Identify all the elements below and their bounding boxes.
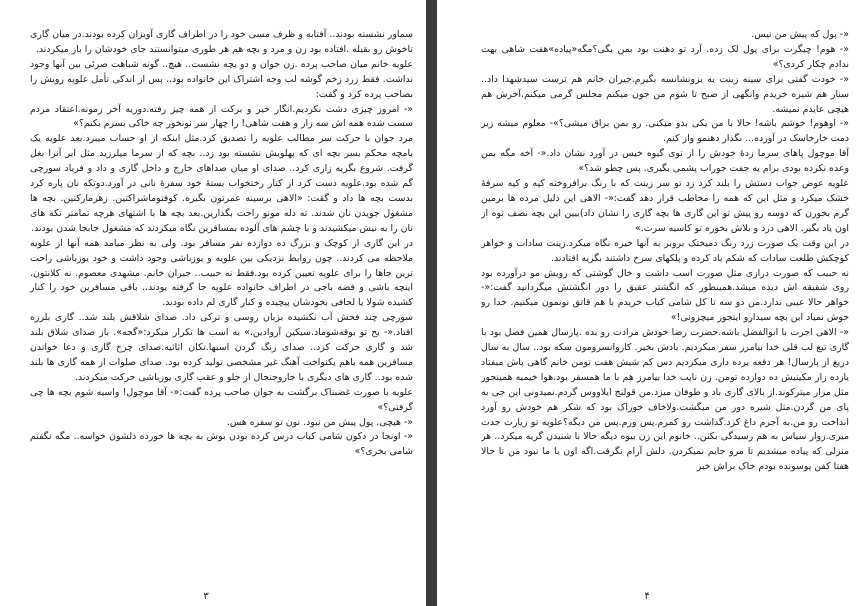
gutter (426, 0, 437, 606)
paragraph: «- اونجا در دکون شامی کباب درس کرده بودن بوش به بچه ها خورده دلشون خواسه.. مگه نگفتم شامی بخری؟» (30, 431, 413, 458)
paragraph: «- الاهی اجرت با ابوالفضل باشه.حضرت رضا خودش مرادت رو بده .پارسال همین فصل بود با گاری تیغ لب قلی خدا بیامرز سفر میکردیم. بادش بخیر. کاروانسرومون سکه بود.. سال به سال دریغ از پارسال! هر دفعه برده داری میکردیم دس کم شیش هفت تومن خانم گاهی پاش میفتاد یازده زار مکینیش ده دوازده تومن. زن نایب خدا بیامرز هم با ما همسفر بود.هوا خیمیه همینجور مثل مزار میترکوند.از بالای گاری باد و طوفان میزد.من قولنج ایلاووس گردم.نمیدونی این جی به پای من گردن.مثل شیره دور من میگشت.ولاخاف خوراک بود که شکر هم خودش رو آورد انداخت رو من.به آجرم داغ کرد.گذاشت رو کمرم.پس ورم.پس من دیگه؟علویه تو زیارت جدت میری.زوار سیاس به هم رسیدگی بکنن.. خانوم این زن بیوه دیگه حالا با شنیدن گریه میکرد.. هر منزلی که پیاده میشدیم تا مرو جایم نمیکردن. دلش آرام نگرفت.اگه اون با ما نبود من تا حالا هفتا کفن پوسونده بودم خاک براش خبر (481, 327, 849, 473)
paragraph: سورچی چند فحش آب نکشیده بزبان روسی و ترکی داد. صدای شلاقش بلند شد.. گاری بلرزه افتاد.«- یح تو بوقه‌شوماد.سیکین آروادین.» به اسب ها تکرار میکرد:«گجه». باز صدای شلاق بلند شد و گاری حرکت کرد.. صدای زنگ گردن اسبها.تکان اثاثیه.صدای چرخ گاری و دعا خواندن مسافرین همه باهم یکنواخت آهنگ غیر مشخصی تولید کرده بود. صدای صلوات از همه گاری ها بلند شده بود.. گاری های دیگری با جاروجنجال از جلو و عقب گاری یوزباشی حرکت میکردند. (30, 312, 413, 383)
paragraph: «- امروز چیزی دشت نکردیم.انگار خیر و برکت از همه چیز رفته.دوریه آخر زمونه.اعتقاد مردم سست شده همه اش سه زار و هفت شاهی! را چهار سر نونخور چه خاکی بسرم بکنم؟» (30, 103, 413, 130)
left-page (0, 0, 426, 606)
paragraph: «- اوهوم! خوشم باشه! حالا با من یکی بدو میکنی. رو بمن براق میشی؟»- معلوم میشه زیر دمت خارخاسک در آورده... نگذار دهنمو واز کنم. (481, 118, 849, 145)
right-page (437, 0, 865, 606)
paragraph: نه حبیب که صورت درازی مثل صورت اسب داشت و خال گوشتی که رویش مو درآورده بود روی شقیقه اش دیده میشد.همینطور که انگشتر عقیق را دور انگشتش میگردانید گفت:«- خواهر حالا عیبی ندارد.من دو سه تا کل شامی کباب خریدم با هم قاتق نونمون میکنیم. خدا رو خوش نمیاد این بچه سیدارو اینجور میچزونی!» (481, 267, 849, 324)
paragraph: سماور نشسته بودند.. آفتابه و ظرف مسی خود را در اطراف گاری آویزان کرده بودند.در میان گاری تاخوش رو بقیله .افتاده بود زن و مرد و بچه هم هر طوری میتوانستند جای خودشان را باز میکردند. (30, 29, 413, 55)
paragraph: «- پول که پیش من نیس. (751, 29, 849, 40)
paragraph: «- هیچی. پول پیش من نبود. نون تو سفره هس. (226, 416, 413, 428)
paragraph: در این گاری از کوچک و بزرگ ده دوازده نفر مسافر بود. ولی به نظر میامد همه آنها از علویه ملاحظه می کردند.. چون روابط نزدیکی بین علویه و یوزباشی وجود داشت و خود یوزباشی راحت ترین جاها را برای علویه تعیین کرده بود.فقط نه حبیب.. جیران خانم. مشهدی معصوم. نه کلانتون. اینچه باشی و فضه باجی در اطراف خانواده علویه جا گرفته بودند.. باقی مسافرین خود را کنار کشیده شولا یا لحافی بخودشان پیچیده و کنار گاری لم داده بودند. (30, 237, 413, 309)
paragraph: علویه عوض جواب دستش را بلند کرد زد تو سر زینت که با رنگ برافروخته کپه و کپه سرفهٔ خشک میکرد و مثل این که همه را مخاطب قرار دهد گفت:«- الاهی این ذلیل مرده ها بزمین گرم بخورن که دوسه رو پیش تو این گاری ها بچه گاری را نشان داد)بیین این بچه نصف توه از اون یاد بگیر. الاهی درد و بلاش بخوره تو کاسیه سرت.» (481, 178, 849, 234)
page-number: ۳ (203, 591, 209, 602)
right-page-text (481, 28, 849, 578)
paragraph: در این وقت یک صورت زرد رنگ دمیختک بروبر به آنها خیره نگاه میکرد.زینت سادات و خواهر کوچکش طلعت سادات که شکم باد کرده و پلکهای سرخ داشتند بگریه افتادند. (481, 237, 849, 264)
paragraph: «- خودت گفتی برای سینه زینت یه بزونشانسه بگیرم.جیران خانم هم ترست سیدشهدا داد.. سنار هم شیره خریدم وانگهی از صبح تا شوم من جون میکنم مجلس گرمی میکنم.آخرش هم هیچی عایدم نمیشه. (481, 73, 849, 115)
paragraph: علویه خانم میان صاحب پرده .زن جوان و دو بچه نشست.. هیچ.. گونه شباهت صرئی بین آنها وجود نداشت. فقط زرد زخم گوشه لب وجه اشتراک این خانواده بود.. پس از اندکی تأمل علویه رویش را بصاحب پرده کرد و گفت: (30, 58, 413, 100)
paragraph: علویه با صورت غضبناک برگشت به جوان صاحب پرده گفت:«- آقا موچول! واسیه شوم بچه ها چی گرفتی؟» (30, 386, 413, 413)
paragraph: مرد جوان با حرکت سر مطالب علویه را تصدیق کرد.مثل اینکه از او حساب میبرد.بعد علویه یک بامچه محکم بسر بچه ای که پهلویش نشسته بود زد.. بچه که از سرما میلرزید مثل ابر آنرا بغل گرفت. شروع بگریه زاری کرد.. صدای او میان صداهای خارج و داخل گاری و داد و فریاد سورچی گم شده بود.علویه دست کرد از کنار رختخواب بستهٔ خود سفرهٔ نانی در آورد.دوتکه نان پاره کرد بدست بچه ها داد و گفت: «الاهی برسینه عمرتون بگیره. کوفتوماشراکتین. زهرمارکنین. بچه ها مشغول جویدن نان شدند. ته دله مونو راحت بگذارین.بعد بچه ها با اشتهای هرچه تمامتر تکه های نان را به نیش میکشیدند و با چشم های آلوده بمسافرین نگاه میکردند که مشغول جابجا شدن بودند. (30, 133, 413, 234)
left-page-text (30, 28, 413, 578)
paragraph: آقا موچول پاهای سرما زدهٔ خودش را از توی گیوه خیس در آورد نشان داد.«- آخه مگه بمن وعده نکرده بودی برام یه جفت جوراب پشمی بگیری. پس چطو شد؟» (481, 148, 849, 175)
paragraph: «- هوم! چیگرت برای پول لک زده. آرد تو دهنت بود بمن بگی؟مگه«پیاده»هفت شاهی بهت ندادم چکار کردی؟» (481, 43, 849, 70)
page-number: ۴ (644, 591, 650, 602)
